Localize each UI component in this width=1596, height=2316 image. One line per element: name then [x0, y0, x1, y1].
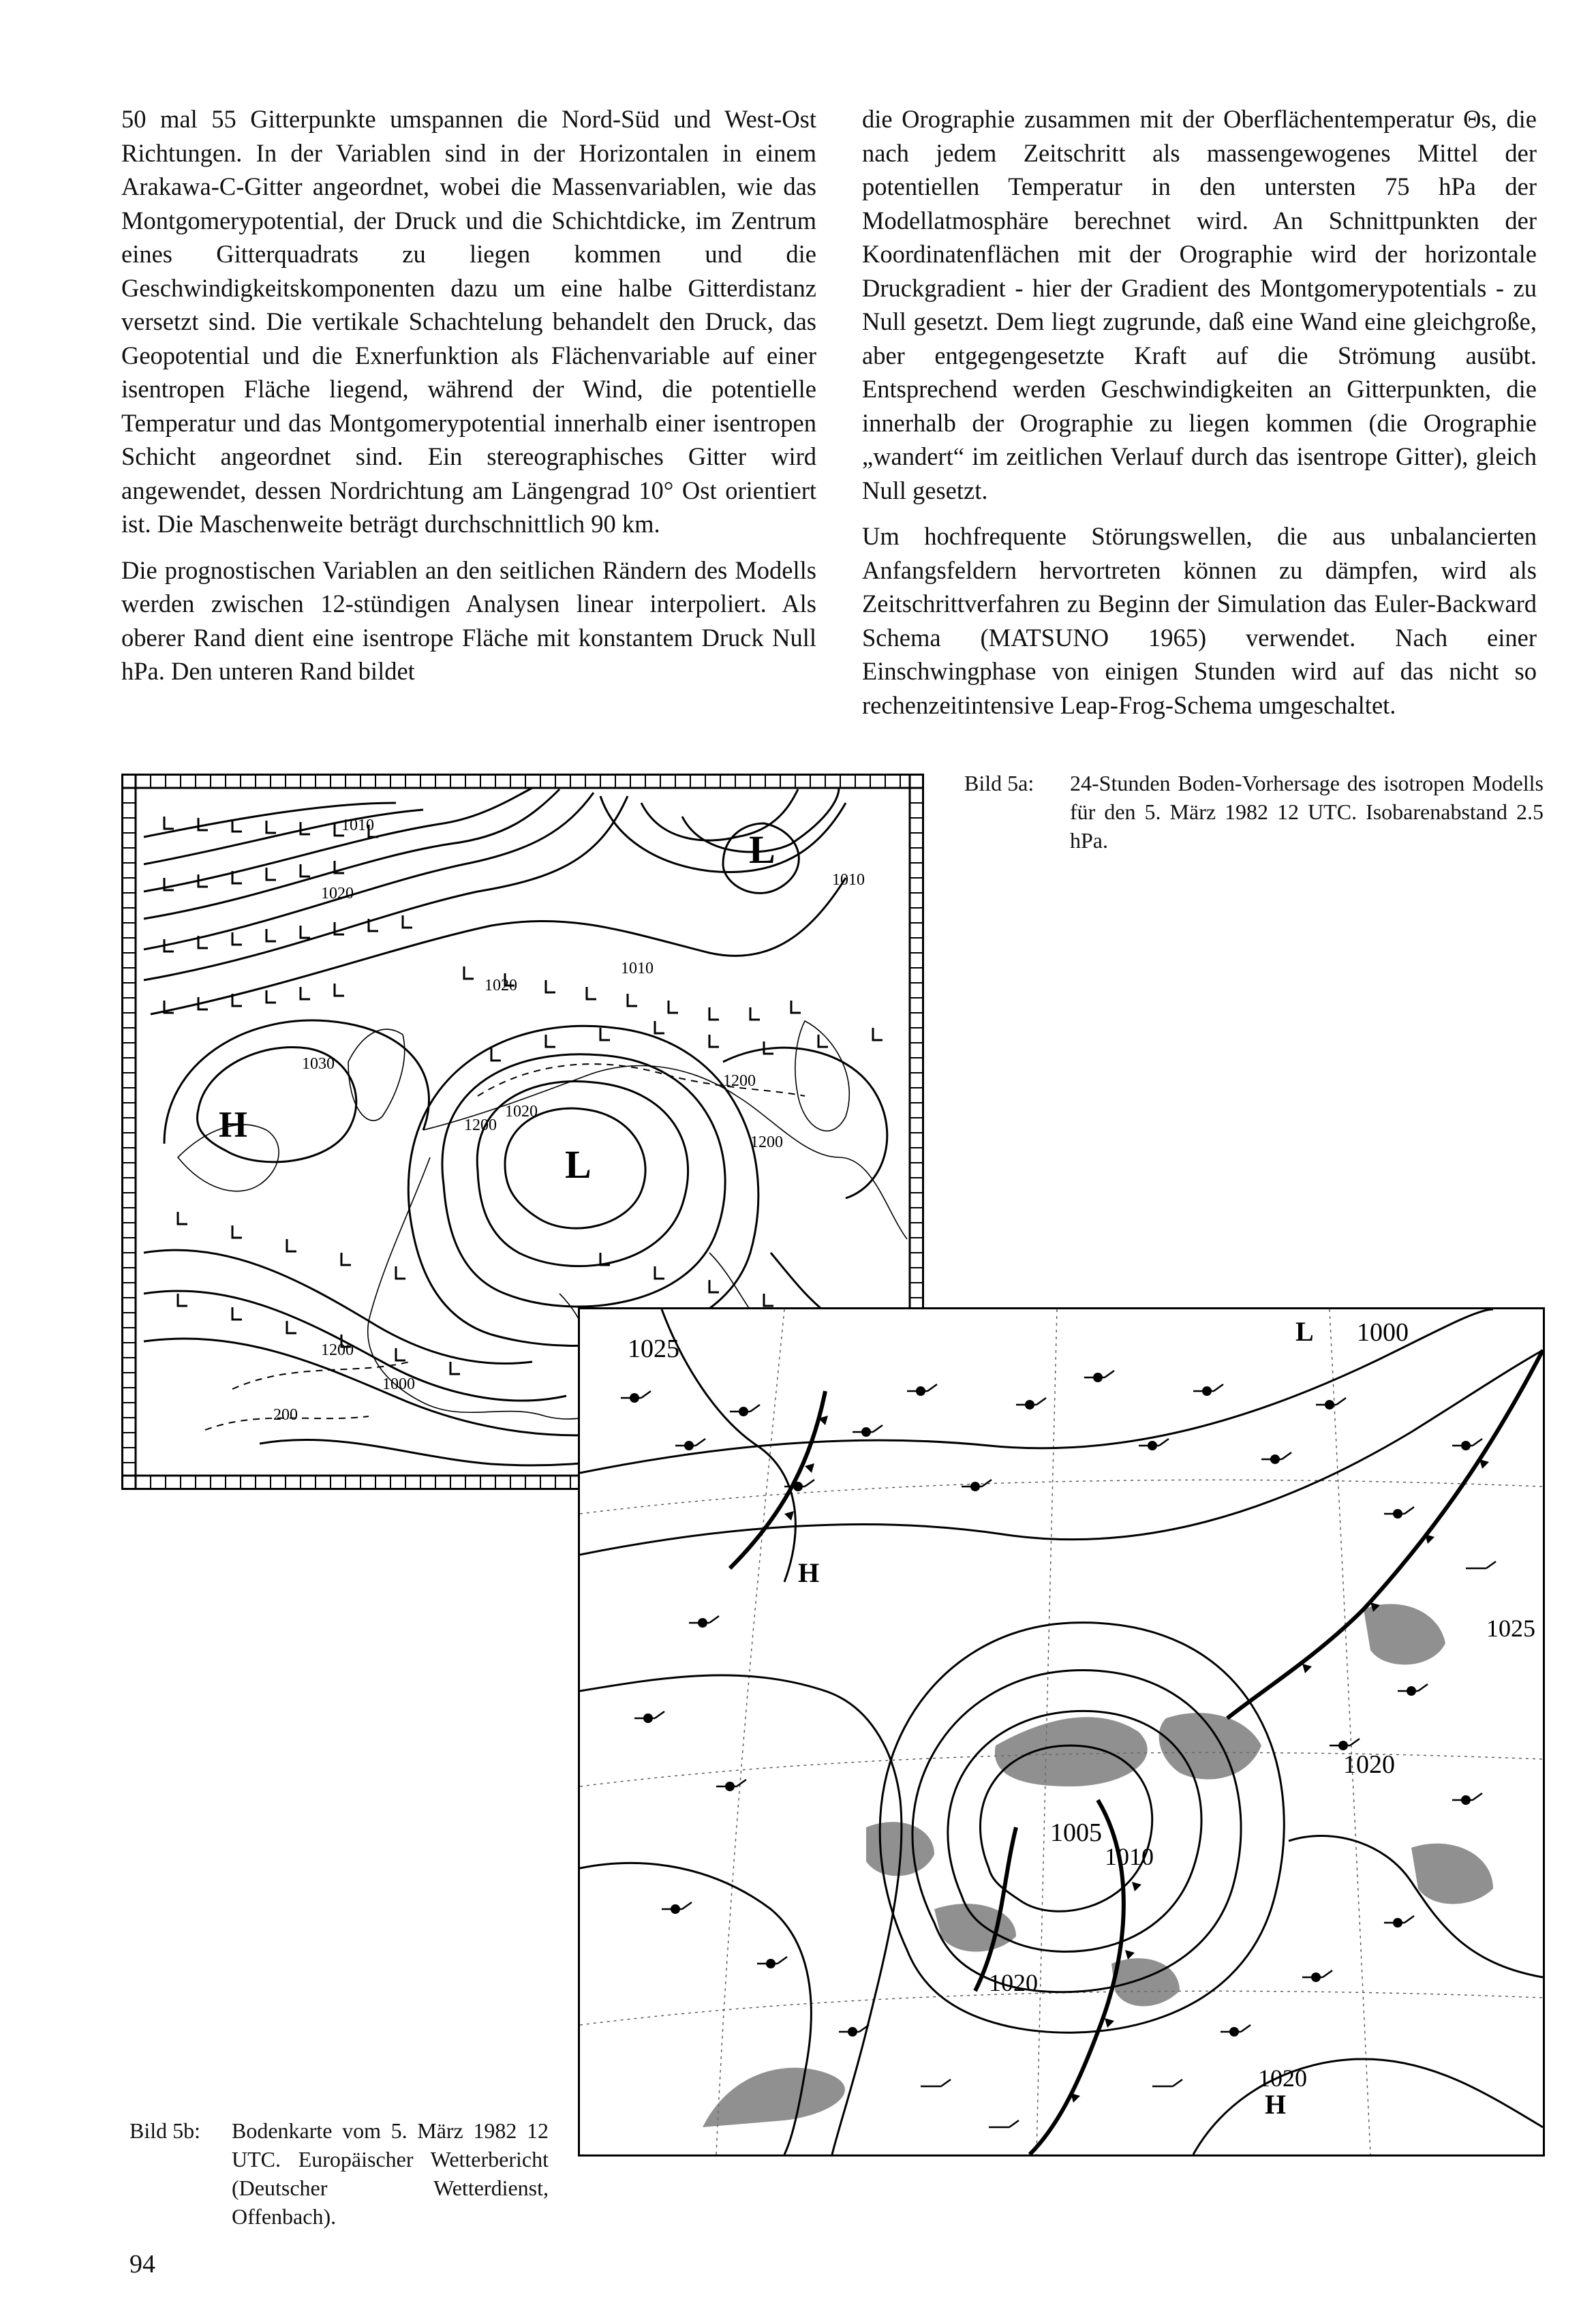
- high-pressure-label: H: [219, 1104, 248, 1145]
- paragraph: Um hochfrequente Störungswellen, die aus unbalancierten Anfangsfeldern hervortreten können zu dämpfen, wird als Zeitschrittverfahren zu Beginn der Simulation das Euler-Backward Schema (MATSUNO 1965) verwendet. Nach einer Einschwingphase von einigen Stunden wird auf das nicht so rechenzeitintensive Leap-Frog-Schema umgeschaltet.: [862, 522, 1537, 719]
- isobar-label: 1010: [832, 871, 865, 889]
- paragraph: 50 mal 55 Gitterpunkte umspannen die Nord-Süd und West-Ost Richtungen. In der Variablen sind in der Horizontalen in einem Arakawa-C-Gitter angeordnet, wobei die Massenvariablen, wie das Montgomerypotential, der Druck und die Schichtdicke, im Zentrum eines Gitterquadrats zu liegen kommen und die Geschwindigkeitskomponenten dazu um eine halbe Gitterdistanz versetzt sind. Die vertikale Schachtelung behandelt den Druck, das Geopotential und die Exnerfunktion als Flächenvariable auf einer isentropen Fläche liegend, während der Wind, die potentielle Temperatur und das Montgomerypotential innerhalb einer isentropen Schicht angeordnet sind. Ein stereographisches Gitter wird angewendet, dessen Nordrichtung am Längengrad 10° Ost orientiert ist. Die Maschenweite beträgt durchschnittlich 90 km.: [121, 105, 816, 538]
- isobar-label: 1020: [1258, 2064, 1307, 2092]
- isobar-label: 1005: [1050, 1818, 1102, 1847]
- isobar-label: 1020: [989, 1969, 1038, 1996]
- text-column-right: [862, 102, 1537, 734]
- high-pressure-label: H: [798, 1557, 820, 1588]
- isobar-label: 1010: [1105, 1843, 1154, 1870]
- isobar-label: 1010: [621, 960, 654, 977]
- height-label: 200: [273, 1406, 298, 1424]
- figure-caption-text: Bodenkarte vom 5. März 1982 12 UTC. Europäischer Wetterbericht (Deutscher Wetterdienst, Offenbach).: [232, 2118, 549, 2229]
- figure-label: Bild 5b:: [129, 2118, 201, 2143]
- isobar-label: 1010: [341, 817, 374, 834]
- isobar-label: 1025: [1486, 1615, 1535, 1642]
- isobar-label: 1000: [1357, 1318, 1409, 1347]
- low-pressure-label: L: [1295, 1316, 1314, 1347]
- low-pressure-label: L: [749, 827, 776, 872]
- height-label: 1200: [321, 1341, 354, 1359]
- figure-caption-text: 24-Stunden Boden-Vorhersage des isotropen Modells für den 5. März 1982 12 UTC. Isobarenabstand 2.5 hPa.: [1070, 771, 1544, 853]
- figure-caption-5b: [129, 2116, 549, 2239]
- isobar-label: 1020: [485, 977, 517, 994]
- height-label: 1200: [464, 1116, 497, 1134]
- surface-chart-5b: [578, 1307, 1545, 2157]
- precipitation-areas: [703, 1604, 1493, 2127]
- page-number: 94: [129, 2250, 155, 2279]
- figure-caption-5a: [964, 769, 1544, 864]
- height-label: 1200: [750, 1133, 783, 1151]
- text-column-left: [121, 102, 816, 701]
- isobar-label: 1030: [302, 1055, 335, 1073]
- high-pressure-label: H: [1265, 2089, 1287, 2120]
- isobar-label: 1020: [505, 1103, 538, 1121]
- isobar-label: 1020: [1343, 1750, 1395, 1779]
- paragraph: die Orographie zusammen mit der Oberflächentemperatur Θs, die nach jedem Zeitschritt als massengewogenes Mittel der potentiellen Temperatur in den untersten 75 hPa der Modellatmosphäre berechnet wird. An Schnittpunkten der Koordinatenflächen mit der Orographie wird der horizontale Druckgradient - hier der Gradient des Montgomerypotentials - zu Null gesetzt. Dem liegt zugrunde, daß eine Wand eine gleichgroße, aber entgegengesetzte Kraft auf die Strömung ausübt. Entsprechend werden Geschwindigkeiten an Gitterpunkten, die innerhalb der Orographie zu liegen kommen (die Orographie „wandert“ im zeitlichen Verlauf durch das isentrope Gitter), gleich Null gesetzt.: [862, 105, 1537, 504]
- low-pressure-label: L: [565, 1142, 592, 1187]
- height-label: 1200: [723, 1072, 756, 1090]
- figure-label: Bild 5a:: [964, 771, 1034, 795]
- isobar-label: 1000: [382, 1375, 415, 1393]
- paragraph: Die prognostischen Variablen an den seitlichen Rändern des Modells werden zwischen 12-stündigen Analysen linear interpoliert. Als oberer Rand dient eine isentrope Fläche mit konstantem Druck Null hPa. Den unteren Rand bildet: [121, 555, 816, 685]
- surface-chart-drawing: [580, 1309, 1543, 2154]
- isobar-label: 1020: [321, 885, 354, 902]
- isobar-label: 1025: [628, 1335, 679, 1363]
